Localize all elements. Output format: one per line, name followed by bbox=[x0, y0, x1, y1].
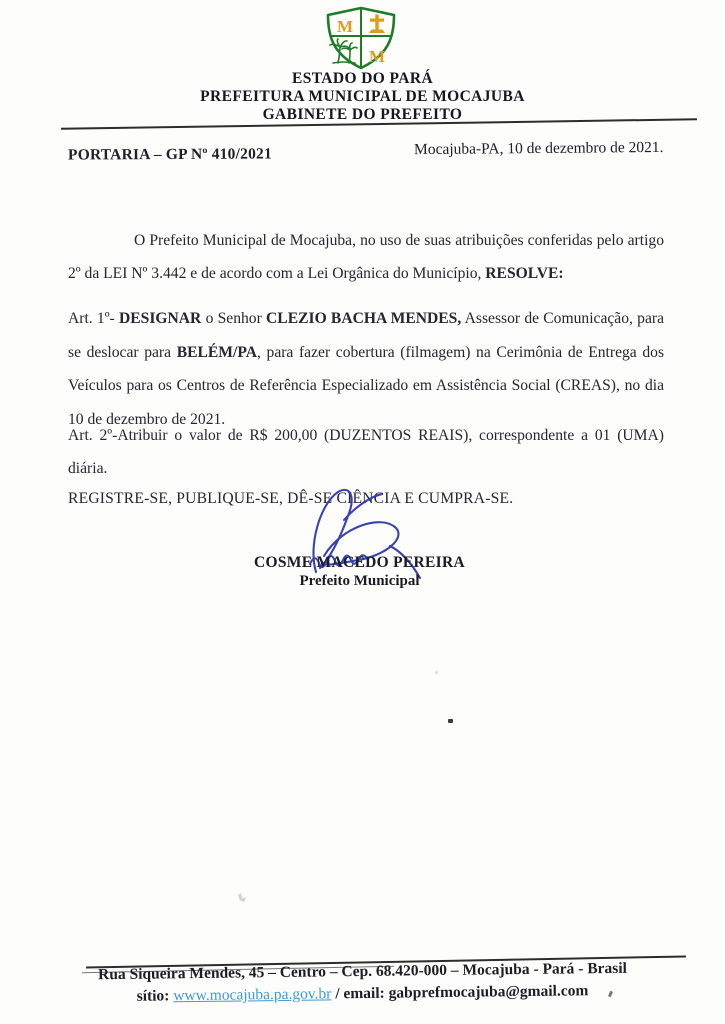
body-text: , para fazer cobertura (filmagem) na Cerimônia de Entrega dos Veículos para os Centros de Referência Especializado em Assistência Social (CREAS), no dia 10 de dezembro de 2021. bbox=[68, 343, 665, 428]
letterhead-office: GABINETE DO PREFEITO bbox=[262, 106, 463, 123]
footer-contacts bbox=[0, 981, 725, 1008]
signatory-name: COSME MACEDO PEREIRA bbox=[254, 554, 465, 571]
monogram-letter: M bbox=[336, 17, 354, 36]
scan-speck bbox=[435, 671, 438, 674]
body-text: Assessor de Comunicação, para se deslocar para bbox=[68, 310, 664, 361]
body-text: O Prefeito Municipal de Mocajuba, no uso de suas atribuições conferidas pelo artigo 2º da LEI Nº 3.442 e de acordo com a Lei Orgânica do Município, bbox=[68, 232, 664, 282]
signatory-title: Prefeito Municipal bbox=[299, 573, 420, 589]
emphasized-text: RESOLVE: bbox=[485, 265, 564, 282]
scan-speck bbox=[448, 719, 453, 723]
coat-of-arms bbox=[321, 6, 401, 70]
site-url-link[interactable]: www.mocajuba.pa.gov.br bbox=[173, 985, 332, 1005]
closing-formula: REGISTRE-SE, PUBLIQUE-SE, DÊ-SE CIÊNCIA E CUMPRA-SE. bbox=[68, 490, 514, 507]
letterhead-municipality: PREFEITURA MUNICIPAL DE MOCAJUBA bbox=[200, 88, 525, 105]
emphasized-text: CLEZIO BACHA MENDES, bbox=[266, 310, 462, 327]
body-text: Art. 2º-Atribuir o valor de R$ 200,00 (DUZENTOS REAIS), correspondente a 01 (UMA) diária. bbox=[68, 427, 664, 477]
monogram-letter: M bbox=[368, 47, 386, 66]
emphasized-text: BELÉM/PA bbox=[176, 343, 257, 361]
reference-row bbox=[67, 138, 665, 164]
footer-address: Rua Siqueira Mendes, 45 – Centro – Cep. 68.420-000 – Mocajuba - Pará - Brasil bbox=[97, 959, 627, 984]
paragraph-article-1 bbox=[68, 302, 664, 436]
body-text: o Senhor bbox=[201, 310, 267, 327]
coat-of-arms-shield-icon bbox=[321, 6, 401, 70]
email-address: gabprefmocajuba@gmail.com bbox=[388, 982, 589, 1002]
body-text: Art. 1º- bbox=[68, 310, 119, 327]
letterhead bbox=[0, 70, 725, 124]
emphasized-text: DESIGNAR bbox=[119, 310, 202, 327]
portaria-number: PORTARIA – GP Nº 410/2021 bbox=[67, 145, 272, 164]
paragraph-article-2 bbox=[68, 419, 664, 485]
dateline: Mocajuba-PA, 10 de dezembro de 2021. bbox=[414, 138, 665, 159]
site-label: sítio: bbox=[136, 987, 170, 1005]
letterhead-state: ESTADO DO PARÁ bbox=[291, 70, 434, 87]
scan-speck bbox=[238, 893, 246, 902]
paragraph-preamble bbox=[68, 224, 664, 290]
email-label: / email: bbox=[335, 984, 385, 1003]
